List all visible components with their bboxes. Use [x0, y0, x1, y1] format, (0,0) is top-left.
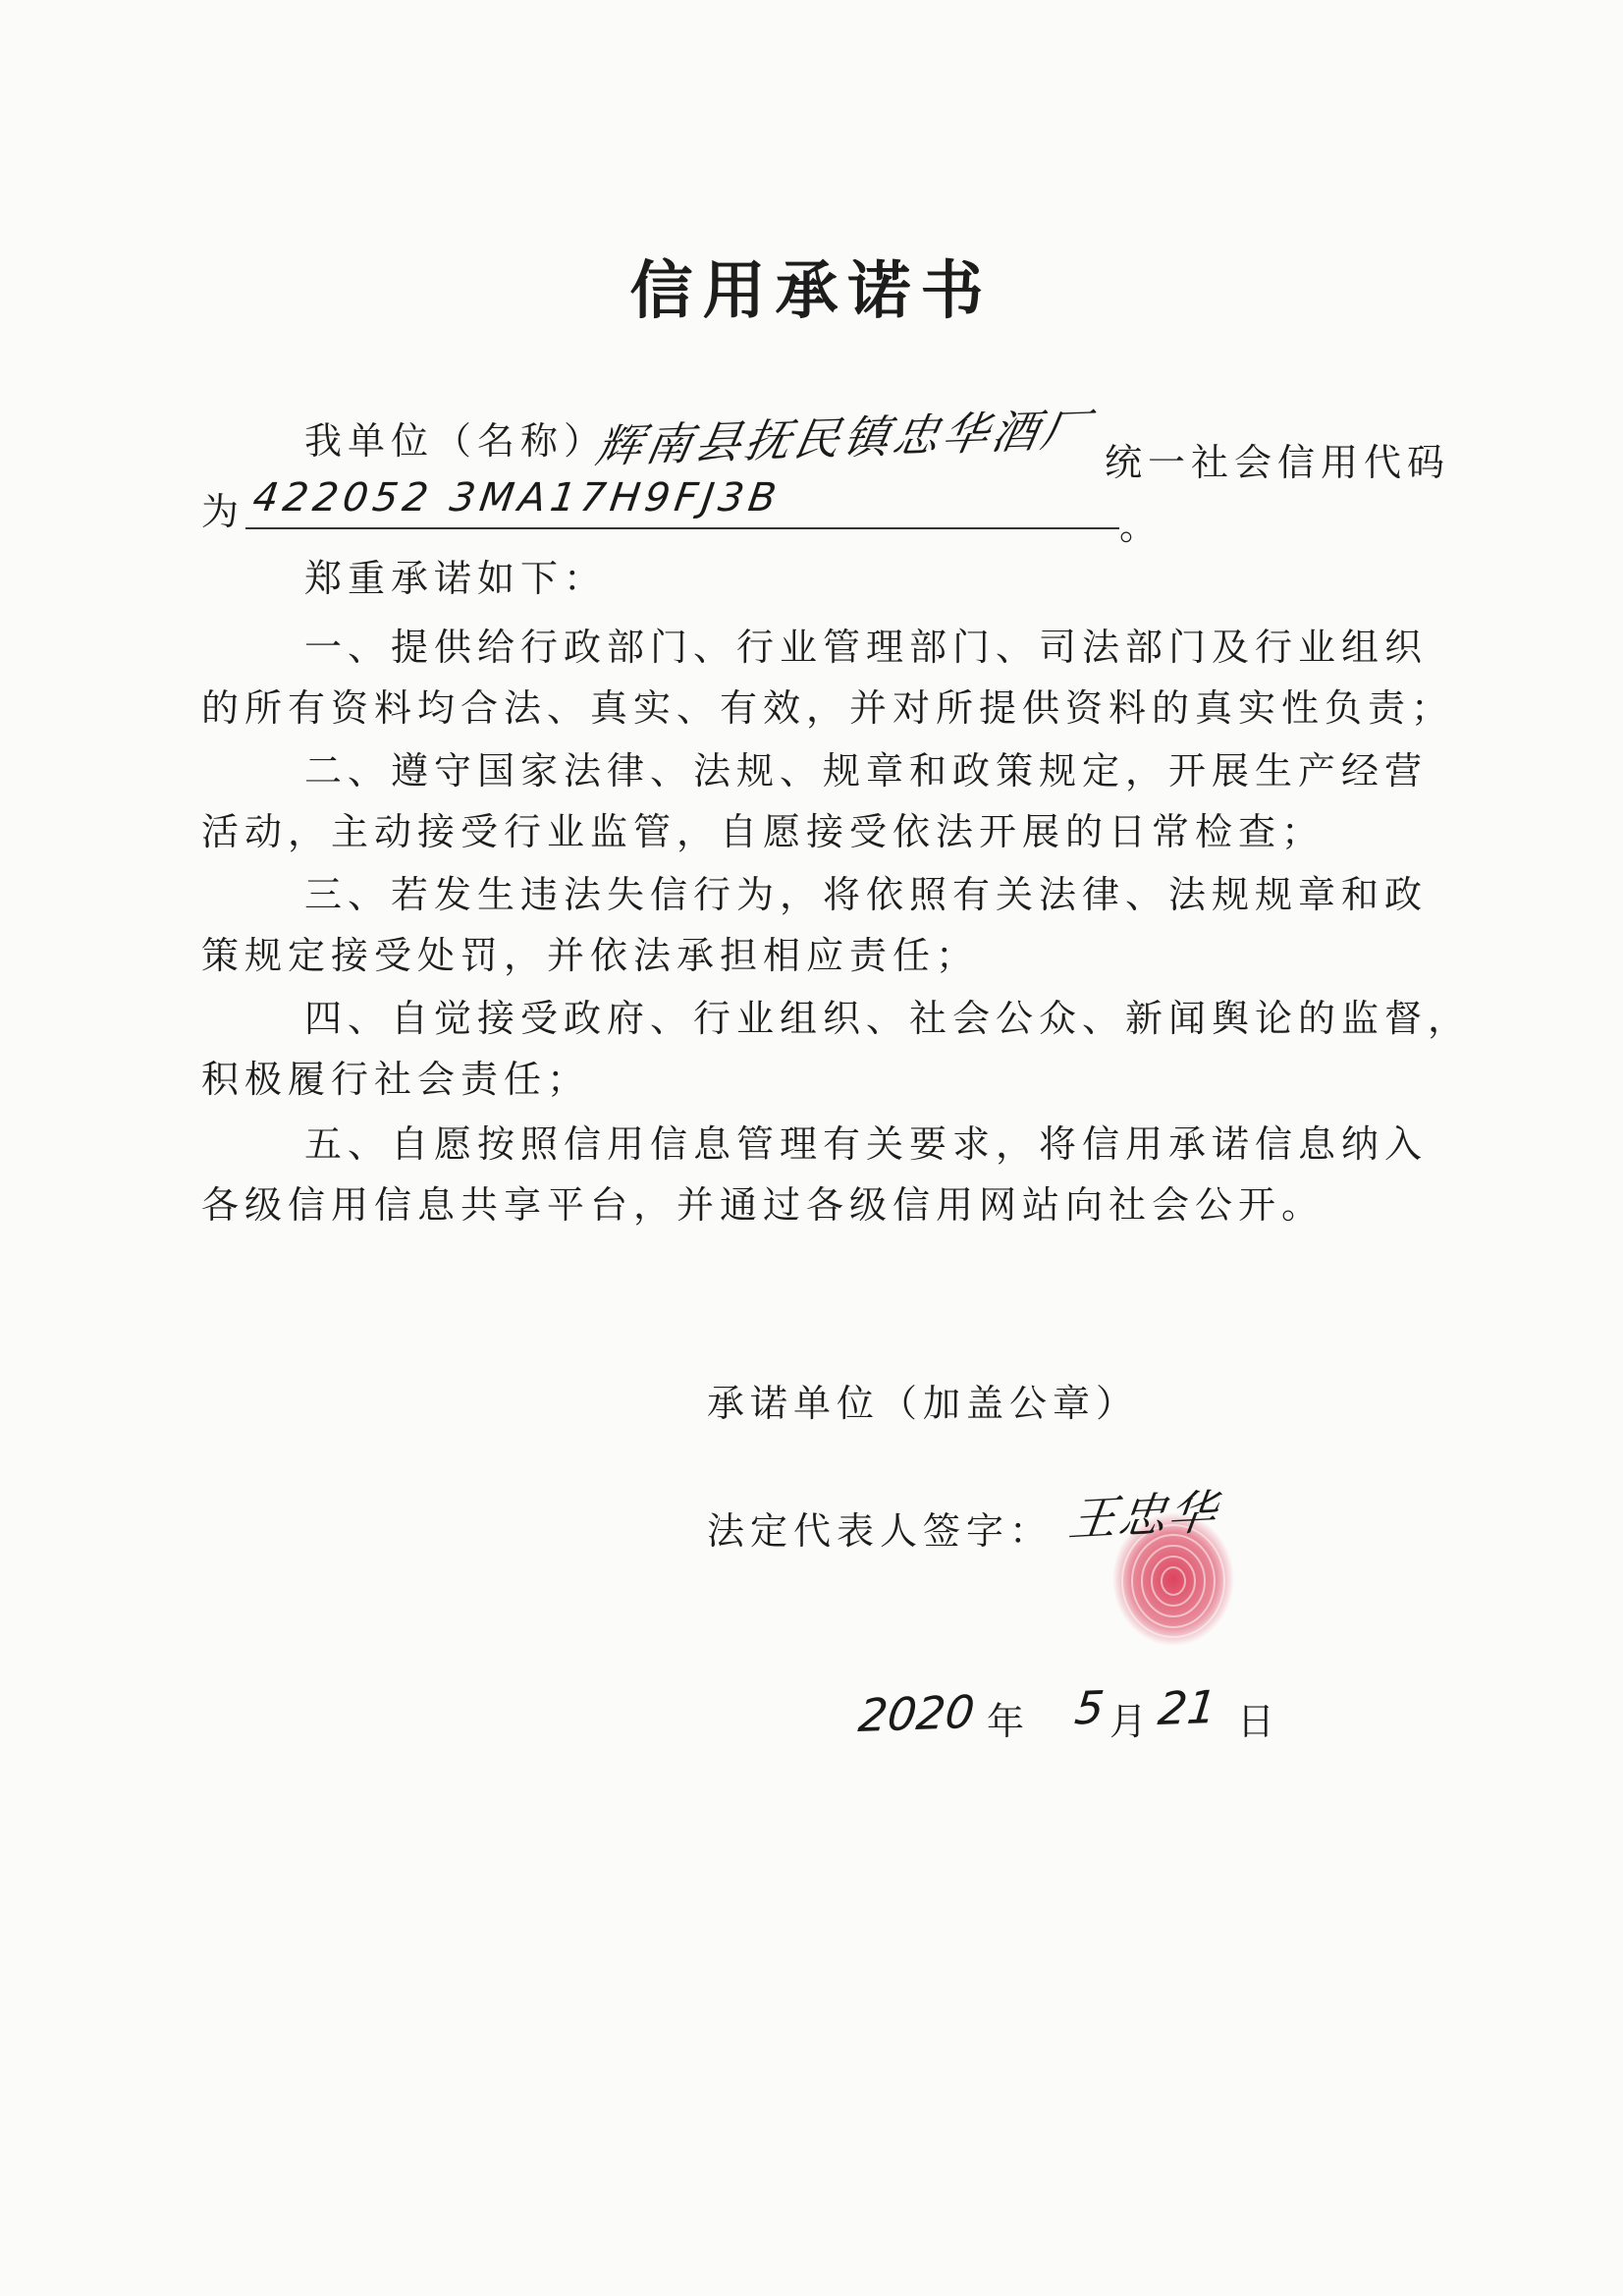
code-prefix: 为	[201, 490, 245, 533]
date-day-handwritten: 21	[1156, 1679, 1219, 1736]
code-suffix: 。	[1119, 505, 1163, 548]
clause-1-line1: 一、提供给行政部门、行业管理部门、司法部门及行业组织	[304, 626, 1429, 669]
date-day-unit: 日	[1237, 1700, 1275, 1743]
clause-4-line2: 积极履行社会责任；	[201, 1058, 591, 1101]
seal-label: 承诺单位（加盖公章）	[707, 1382, 1140, 1425]
clause-5-line1: 五、自愿按照信用信息管理有关要求，将信用承诺信息纳入	[304, 1122, 1429, 1166]
signature-label: 法定代表人签字：	[707, 1509, 1054, 1553]
clause-1-line2: 的所有资料均合法、真实、有效，并对所提供资料的真实性负责；	[201, 686, 1455, 730]
signature-handwritten: 王忠华	[1065, 1485, 1221, 1548]
date-year-unit: 年	[987, 1700, 1025, 1743]
document-title: 信用承诺书	[629, 255, 994, 328]
clause-4-line1: 四、自觉接受政府、行业组织、社会公众、新闻舆论的监督，	[304, 997, 1472, 1040]
clause-3-line1: 三、若发生违法失信行为，将依照有关法律、法规规章和政	[304, 873, 1429, 916]
clause-3-line2: 策规定接受处罚，并依法承担相应责任；	[201, 934, 980, 977]
date-year-handwritten: 2020	[855, 1684, 978, 1743]
intro-suffix: 统一社会信用代码	[1105, 441, 1451, 484]
clause-5-line2: 各级信用信息共享平台，并通过各级信用网站向社会公开。	[201, 1183, 1325, 1227]
solemn-line: 郑重承诺如下：	[304, 557, 608, 600]
date-month-handwritten: 5	[1072, 1680, 1108, 1735]
credit-code-underline	[245, 527, 1119, 529]
intro-prefix: 我单位（名称）	[304, 419, 608, 463]
clause-2-line1: 二、遵守国家法律、法规、规章和政策规定，开展生产经营	[304, 749, 1429, 793]
unit-name-handwritten: 辉南县抚民镇忠华酒厂	[591, 403, 1096, 473]
date-month-unit: 月	[1109, 1700, 1148, 1743]
credit-code-handwritten: 422052 3MA17H9FJ3B	[249, 475, 784, 520]
clause-2-line2: 活动，主动接受行业监管，自愿接受依法开展的日常检查；	[201, 810, 1325, 853]
